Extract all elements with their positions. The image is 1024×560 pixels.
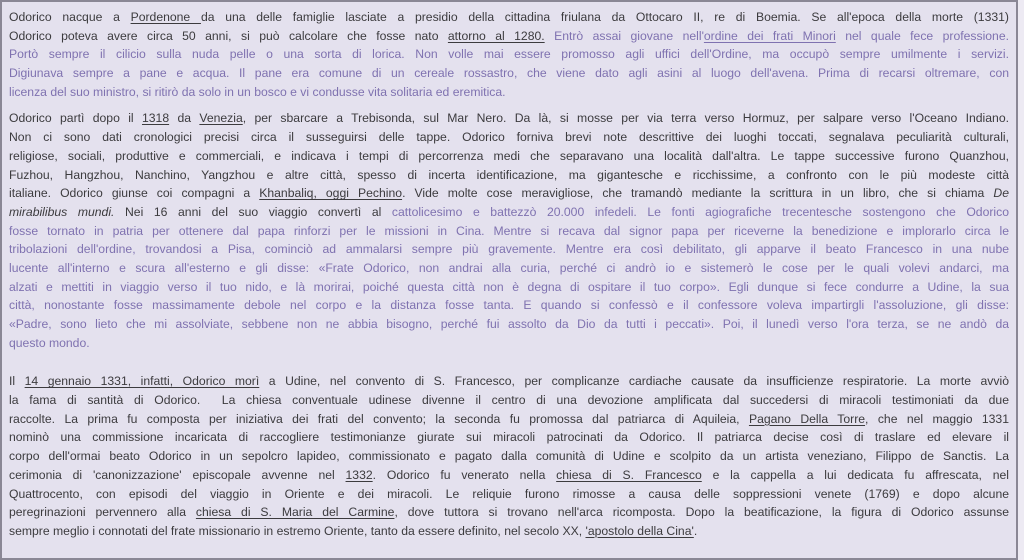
text-segment: italiane. Odorico giunse coi compagni a [9,186,260,201]
text-segment: Odorico partì dopo il [9,111,142,126]
text-segment: tribolazioni dell'ordine, trovandosi a Pisa, cominciò ad ammalarsi sempre più gravemente. Mentre era così debilitato, gli apparve il beato Francesco in una nube [9,242,1009,257]
link-text[interactable]: chiesa di S. Francesco [556,467,702,482]
text-line [9,240,1009,259]
text-segment: alzati e mettiti in viaggio verso il tuo nido, e là morirai, poiché questa città non è degna di ospitare il tuo corpo». Egli dunque si fece condurre a Udine, la sua [9,279,1009,294]
text-line [9,466,1009,485]
text-segment: questo mondo. [9,335,90,350]
text-segment: mirabilibus mundi. [9,204,115,219]
text-segment: corpo dell'ormai beato Odorico in un sepolcro lapideo, commissionato e pagato dalla comunità di Udine e scolpito da un artista veneziano, Filippo de Sanctis. La [9,449,1009,464]
text-segment: e la cappella a lui dedicata fu affrescata, nel [701,467,1009,482]
text-line [9,278,1009,297]
link-text[interactable]: Venezia [199,111,243,126]
paragraph-2 [9,109,1009,352]
link-text[interactable]: Pagano Della Torre [748,411,866,426]
text-segment: fosse tornato in patria per ottenere dal papa rinforzi per le missioni in Cina. Mentre si recava dal signor papa per riceverne la benedizione e implorarlo circa le [9,223,1009,238]
text-line [9,184,1009,203]
text-segment: cerimonia di 'canonizzazione' episcopale avvenne nel [9,467,346,482]
link-text[interactable]: chiesa di S. Maria del Carmine [195,505,395,520]
text-line [9,503,1009,522]
text-segment: . [693,523,698,538]
text-line [9,8,1009,27]
paragraph-3 [9,372,1009,540]
link-text[interactable]: 1332 [345,467,373,482]
link-text[interactable]: 'apostolo della Cina' [585,523,694,538]
text-segment: Entrò assai giovane nell' [544,28,704,43]
text-segment: peregrinazioni pervennero alla [9,505,196,520]
text-line [9,166,1009,185]
text-line [9,45,1009,64]
text-line [9,522,1009,541]
text-segment: città, nonostante fosse massimamente debole nel corpo e la distanza fosse tanta. E quando si confessò e il confessore voleva impartirgli l'assoluzione, gli disse: [9,298,1009,313]
link-text[interactable]: Pordenone [130,10,201,24]
text-segment: lucente all'interno e scura all'esterno e gli disse: «Frate Odorico, non andrai alla curia, perché ci andrò io e sistemerò le cose per le quali volevi andarci, ma [9,260,1009,275]
text-segment: Fuzhou, Hangzhou, Nanchino, Yangzhou e altre città, spesso di incerta identificazione, ma gigantesche e ricchissime, a confronto con le più modeste città [9,167,1009,182]
text-segment: sempre meglio i connotati del frate missionario in estremo Oriente, tanto da essere definito, nel secolo XX, [9,523,586,538]
text-segment: De [993,186,1009,201]
link-text[interactable]: 1318 [141,111,170,126]
text-line [9,27,1009,46]
text-line [9,485,1009,504]
text-line [9,147,1009,166]
link-text[interactable]: Khanbaliq, oggi Pechino [259,186,403,201]
text-line [9,222,1009,241]
text-line [9,428,1009,447]
text-segment: . Odorico fu venerato nella [372,467,557,482]
text-line [9,203,1009,222]
text-segment: religiose, sociali, produttive e commerciali, e indicava i tempi di percorrenza medi che separavano una località dall'altra. Le tappe successive furono Quanzhou, [9,148,1009,163]
text-line [9,296,1009,315]
text-segment: Portò sempre il cilicio sulla nuda pelle o una sorta di lorica. Non volle mai essere promosso agli uffici dell'Ordine, ma occupò sempre umilmente i servizi. [9,47,1009,62]
text-line [9,64,1009,83]
text-segment: nominò una commissione incaricata di raccogliere testimonianze giurate sui miracoli patrocinati da Odorico. Il patriarca decise così di traslare ed elevare il [9,430,1009,445]
text-segment: Odorico poteva avere circa 50 anni, si può calcolare che fosse nato [9,28,448,43]
text-segment: licenza del suo ministro, si ritirò da solo in un bosco e vi condusse vita solitaria ed eremitica. [9,84,506,99]
text-line [9,334,1009,353]
text-line [9,391,1009,410]
text-segment: cattolicesimo e battezzò 20.000 infedeli. Le fonti agiografiche trecentesche sostengono che Odorico [391,204,1009,219]
text-line [9,315,1009,334]
text-segment: Quattrocento, con episodi del viaggio in Oriente e dei miracoli. Le reliquie furono rimosse a causa delle soppressioni venete (1769) e dopo alcune [9,486,1009,501]
text-segment: , dove tuttora si trovano nell'arca ricomposta. Dopo la beatificazione, la figura di Odorico assunse [394,505,1009,520]
text-line [9,447,1009,466]
link-text[interactable]: attorno al 1280. [447,28,545,43]
text-segment: , che nel maggio 1331 [865,411,1009,426]
text-segment: Digiunava sempre a pane e acqua. Il pane era comune di un cereale rossastro, che viene dato agli asini al luogo dell'avena. Prima di recarsi oltremare, con [9,66,1009,81]
link-text[interactable]: 14 gennaio 1331, infatti, Odorico morì [24,374,260,389]
text-line [9,410,1009,429]
text-segment: nel quale fece professione. [835,28,1009,43]
text-segment: Il [9,374,25,389]
text-segment: Odorico nacque a [9,10,131,24]
link-text[interactable]: ordine dei frati Minori [703,28,836,43]
text-segment: «Padre, sono lieto che mi assolviate, sebbene non ne abbia bisogno, perché fui assolto da Dio da tutti i peccati». Poi, il lunedì verso l'ora terza, se ne andò da [9,317,1009,331]
paragraph-1 [9,8,1009,101]
text-segment: . Vide molte cose meravigliose, che tramandò mediante la scrittura in un libro, che si chiama [402,186,994,201]
text-line [9,109,1009,128]
text-segment: Non ci sono dati cronologici precisi circa il susseguirsi delle tappe. Odorico forniva brevi note descrittive dei luoghi toccati, segnalava peculiarità culturali, [9,130,1009,145]
text-segment: da una delle famiglie lasciate a presidio della cittadina friulana da Ottocaro II, re di Boemia. Se all'epoca della morte (1331) [200,10,1009,24]
text-segment: a Udine, nel convento di S. Francesco, per complicanze cardiache causate da insufficienze respiratorie. La morte avviò [259,374,1009,389]
text-line [9,372,1009,391]
text-segment: Nei 16 anni del suo viaggio convertì al [114,204,392,219]
text-segment: raccolte. La prima fu composta per iniziativa dei frati del convento; la seconda fu promossa dal patriarca di Aquileia, [9,411,749,426]
text-line [9,259,1009,278]
text-line [9,83,1009,102]
text-segment: da [169,111,200,126]
text-line [9,128,1009,147]
text-segment: la fama di santità di Odorico. La chiesa conventuale udinese divenne il centro di una devozione amplificata dal succedersi di miracoli testimoniati da due [9,393,1009,408]
text-segment: , per sbarcare a Trebisonda, sul Mar Nero. Da là, si mosse per via terra verso Hormuz, per salpare verso l'Oceano Indiano. [242,111,1009,126]
